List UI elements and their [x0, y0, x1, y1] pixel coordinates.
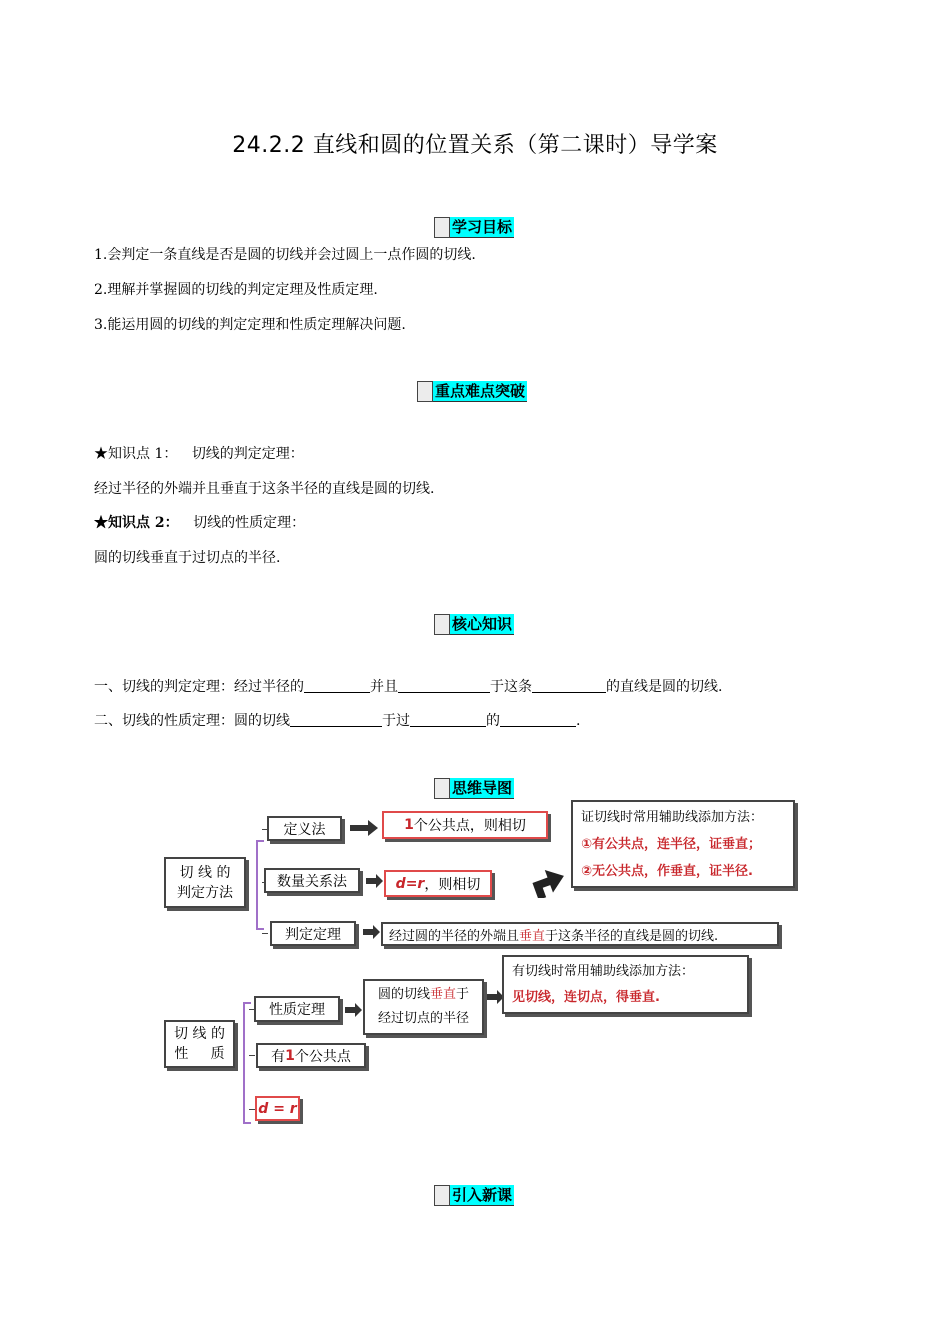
- header-marker: [417, 381, 433, 402]
- property-result-node: [363, 979, 484, 1035]
- red-text: 垂直: [429, 987, 456, 1002]
- one-common-point-node: [256, 1043, 366, 1068]
- node-text: 个公共点，则相切: [413, 818, 526, 834]
- node-text: 于: [456, 987, 470, 1002]
- kp1-text: 经过半径的外端并且垂直于这条半径的直线是圆的切线.: [94, 481, 435, 497]
- section-header-intro: [434, 1185, 514, 1206]
- quantity-method-node: 数量关系法: [264, 868, 360, 893]
- header-marker: [434, 778, 450, 799]
- kp2-label: ★知识点 2：: [94, 515, 179, 531]
- d-equals-r-node: [255, 1096, 300, 1121]
- header-marker: [434, 1185, 450, 1206]
- core-text: 的: [486, 713, 500, 729]
- knowledge-point-2: [94, 512, 305, 532]
- connector: [262, 933, 268, 934]
- section-header-mind-map: [434, 778, 514, 799]
- bracket: [256, 840, 264, 930]
- kp2-text: 圆的切线垂直于过切点的半径.: [94, 550, 281, 566]
- section-label: 学习目标: [452, 218, 513, 236]
- node-text: 于这条半径的直线是圆的切线.: [545, 928, 719, 944]
- goal-item: 3.能运用圆的切线的判定定理和性质定理解决问题.: [94, 317, 406, 333]
- judge-root-node: [164, 857, 246, 908]
- section-header-core: [434, 614, 514, 635]
- kp1-label: ★知识点 1：: [94, 446, 178, 462]
- definition-result-node: [382, 811, 548, 839]
- red-number: 1: [285, 1047, 295, 1064]
- page-title: 24.2.2 直线和圆的位置关系（第二课时）导学案: [232, 133, 718, 158]
- section-header-goals: [434, 217, 514, 238]
- fill-blank[interactable]: [410, 712, 486, 727]
- math-dr: d=r: [395, 875, 425, 892]
- fill-blank[interactable]: [290, 712, 382, 727]
- knowledge-point-1: [94, 443, 304, 463]
- header-marker: [434, 217, 450, 238]
- node-text: 圆的切线: [377, 987, 430, 1002]
- core-text: 一、切线的判定定理：经过半径的: [94, 679, 304, 695]
- node-text: 切 线 的: [179, 864, 231, 881]
- core-text: .: [576, 713, 581, 729]
- definition-method-node: 定义法: [267, 816, 342, 841]
- core-text: 的直线是圆的切线.: [606, 679, 723, 695]
- node-text: 切 线 的: [174, 1026, 225, 1042]
- tip-box-property: [502, 955, 749, 1014]
- red-text: 垂直: [519, 928, 546, 944]
- goal-item: 1.会判定一条直线是否是圆的切线并会过圆上一点作圆的切线.: [94, 247, 476, 263]
- fill-blank[interactable]: [304, 678, 370, 693]
- section-label: 重点难点突破: [435, 382, 526, 400]
- core-text: 于这条: [490, 679, 532, 695]
- arrow-right-icon: [366, 874, 384, 888]
- tip-line: ①有公共点，连半径，证垂直；: [581, 836, 762, 852]
- node-text: 经过切点的半径: [377, 1011, 469, 1026]
- tip-line: ②无公共点，作垂直，证半径.: [581, 863, 753, 879]
- connector: [249, 1055, 255, 1056]
- core-text: 于过: [382, 713, 410, 729]
- theorem-method-node: 判定定理: [270, 921, 356, 946]
- kp2-title: 切线的性质定理：: [193, 515, 306, 531]
- arrow-right-icon: [345, 1003, 363, 1017]
- math-dr: d = r: [258, 1100, 297, 1117]
- core-text: 并且: [370, 679, 398, 695]
- arrow-right-icon: [363, 925, 381, 939]
- kp1-title: 切线的判定定理：: [191, 446, 304, 462]
- property-theorem-node: 性质定理: [254, 996, 340, 1022]
- tip-title: 证切线时常用辅助线添加方法：: [581, 809, 764, 825]
- tip-title: 有切线时常用辅助线添加方法：: [512, 963, 695, 979]
- bent-arrow-icon: [527, 862, 567, 898]
- tip-line: 见切线，连切点，得垂直.: [512, 989, 660, 1005]
- node-text: 判定方法: [177, 884, 233, 901]
- fill-blank[interactable]: [500, 712, 576, 727]
- section-label: 核心知识: [452, 615, 513, 633]
- property-root-node: [164, 1020, 235, 1068]
- section-label: 思维导图: [452, 779, 513, 797]
- arrow-right-icon: [350, 820, 380, 836]
- node-text: 经过圆的半径的外端且: [389, 928, 520, 944]
- fill-blank[interactable]: [398, 678, 490, 693]
- core-text: 二、切线的性质定理：圆的切线: [94, 713, 290, 729]
- section-label: 引入新课: [452, 1186, 513, 1204]
- core-line-1: [94, 676, 722, 696]
- bracket: [243, 1002, 251, 1124]
- node-text: 个公共点: [294, 1048, 351, 1065]
- goal-item: 2.理解并掌握圆的切线的判定定理及性质定理.: [94, 282, 378, 298]
- node-text: 有: [271, 1048, 286, 1065]
- quantity-result-node: [384, 870, 492, 897]
- theorem-result-node: [381, 922, 779, 946]
- fill-blank[interactable]: [532, 678, 606, 693]
- tip-box-judgement: [571, 800, 795, 888]
- node-text: ，则相切: [424, 876, 481, 893]
- core-line-2: [94, 710, 580, 730]
- section-header-key-points: [417, 381, 527, 402]
- header-marker: [434, 614, 450, 635]
- node-text: 性 质: [174, 1046, 225, 1062]
- red-number: 1: [404, 817, 414, 833]
